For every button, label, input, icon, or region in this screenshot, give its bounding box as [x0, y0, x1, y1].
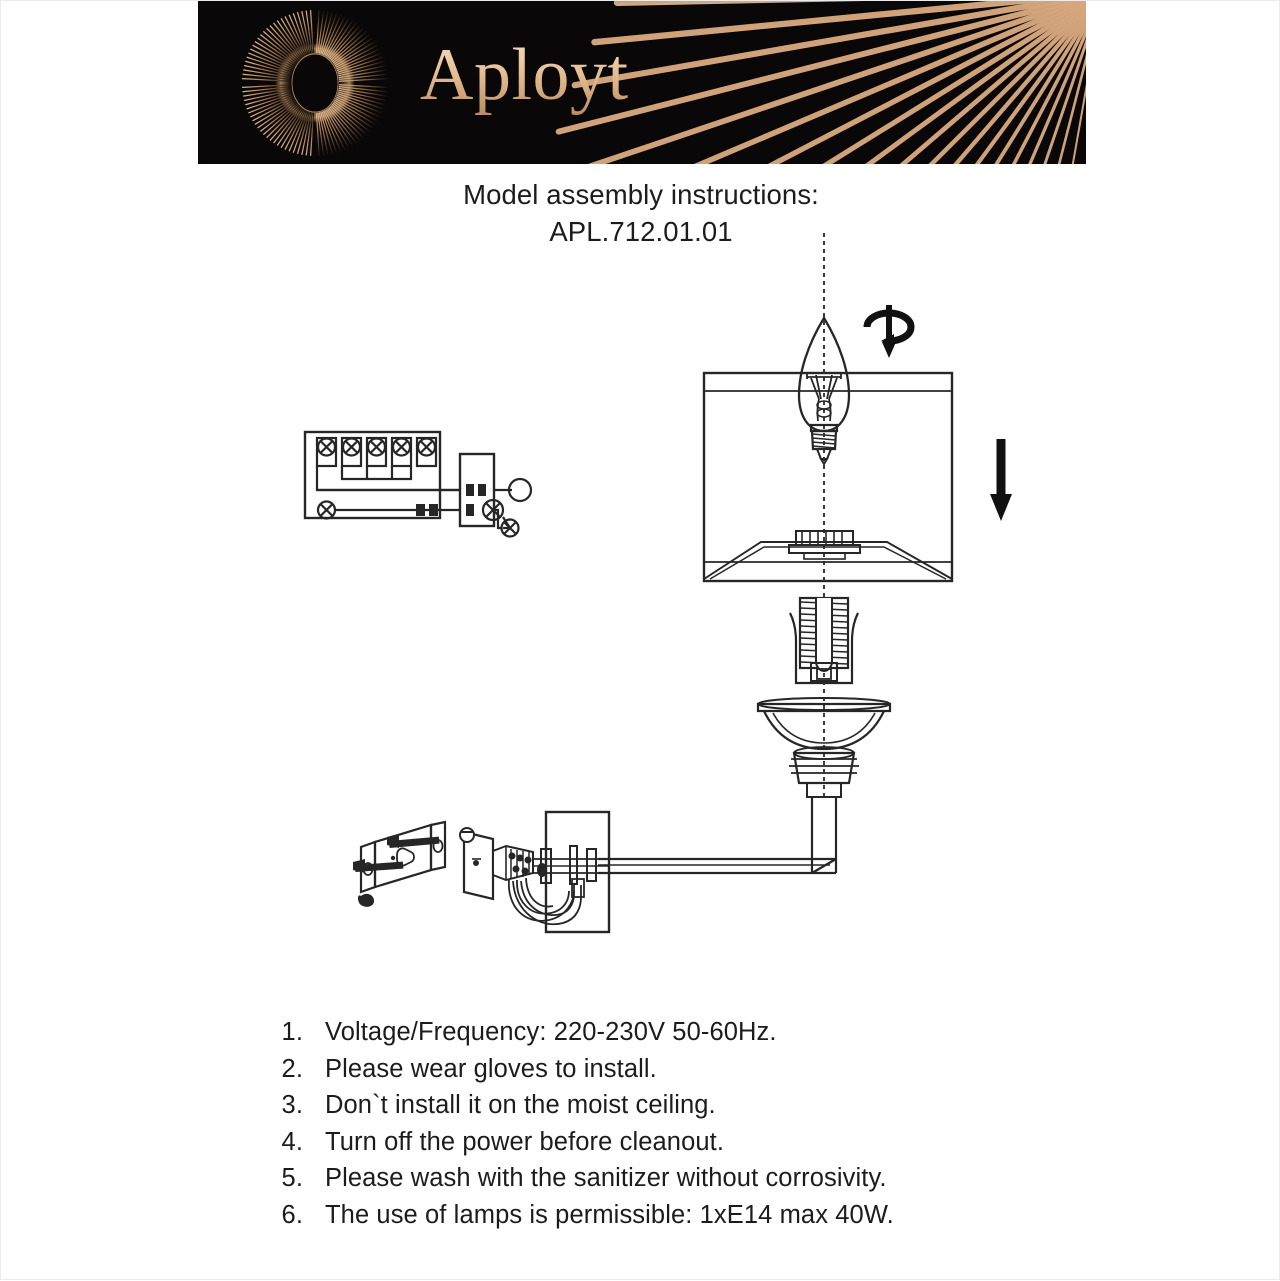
instruction-number: 2.	[281, 1054, 303, 1083]
title-line-2: APL.712.01.01	[549, 215, 733, 247]
instruction-number: 1.	[281, 1018, 303, 1046]
ring-terminal-upper	[509, 479, 531, 501]
title-line-1: Model assembly instructions:	[463, 179, 819, 210]
instruction-number: 4.	[281, 1127, 303, 1156]
instruction-number: 5.	[281, 1164, 303, 1192]
instruction-text: The use of lamps is permissible: 1xE14 max 40W.	[325, 1200, 894, 1229]
instruction-text: Turn off the power before cleanout.	[325, 1127, 724, 1156]
instruction-item	[253, 1018, 1093, 1055]
ring-terminal-lower	[502, 520, 519, 537]
wire-connector	[493, 846, 574, 921]
terminal-block-diagram	[305, 432, 531, 537]
brand-wordmark-text: Aployt	[420, 34, 629, 116]
instruction-item	[253, 1201, 1093, 1238]
wall-anchor	[358, 894, 374, 907]
lamp-shade	[704, 373, 952, 581]
instruction-item	[253, 1128, 1093, 1165]
instruction-number: 3.	[281, 1091, 303, 1119]
instruction-text: Don`t install it on the moist ceiling.	[325, 1091, 716, 1119]
instruction-text: Voltage/Frequency: 220-230V 50-60Hz.	[325, 1018, 777, 1046]
lamp-socket	[758, 598, 890, 797]
instruction-item	[253, 1055, 1093, 1092]
terminal-screws	[318, 439, 435, 456]
candle-bulb	[799, 318, 849, 464]
instruction-number: 6.	[281, 1200, 303, 1229]
mounting-screws	[353, 834, 439, 873]
shade-ring-fitting	[789, 531, 860, 559]
wall-bracket-assembly	[353, 822, 574, 921]
brand-banner	[198, 1, 1086, 164]
lamp-arm	[598, 797, 836, 873]
page-title	[1, 177, 1280, 251]
sunburst-logo-icon	[241, 9, 389, 157]
instruction-item	[253, 1164, 1093, 1201]
terminal-posts	[317, 438, 436, 466]
down-arrow-icon	[990, 439, 1012, 521]
rotate-screw-in-icon	[867, 305, 911, 358]
earth-screw	[318, 502, 335, 519]
instruction-list	[253, 1018, 1093, 1237]
instruction-text: Please wash with the sanitizer without corrosivity.	[325, 1164, 887, 1192]
wall-plate-housing	[499, 812, 609, 932]
instruction-item	[253, 1091, 1093, 1128]
instruction-text: Please wear gloves to install.	[325, 1054, 657, 1083]
brand-wordmark	[420, 33, 670, 123]
